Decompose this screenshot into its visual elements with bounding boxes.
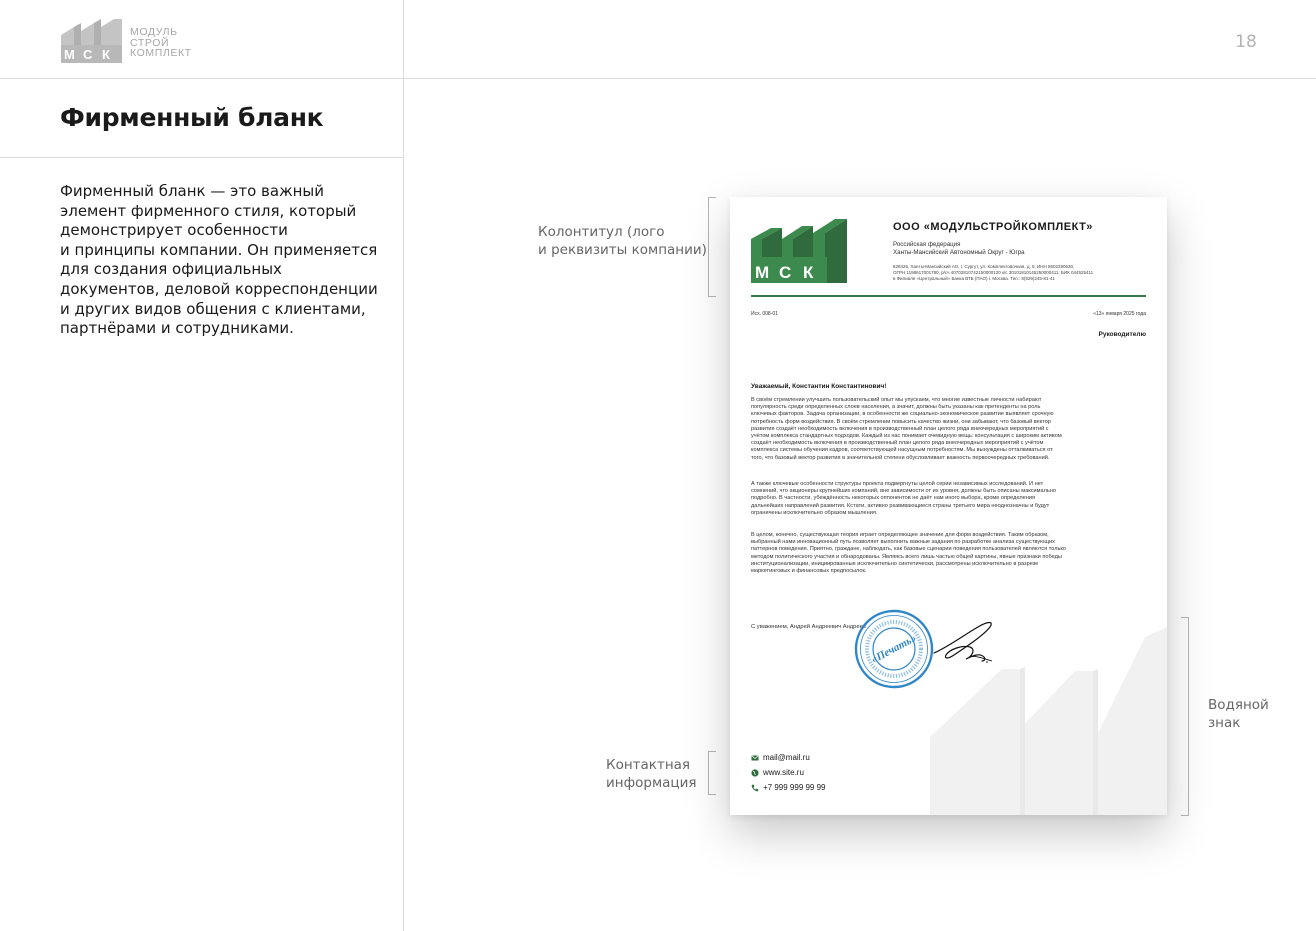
paragraph-line: выбранный нами инновационный путь позволяет выполнить важные задания по разработке анализа существующих (751, 539, 1055, 546)
contact-site-text: www.site.ru (763, 768, 804, 777)
company-details (893, 264, 1093, 282)
brand-line: СТРОЙ (130, 36, 170, 49)
paragraph-line: подробно. В частности, убеждённость некоторых оппонентов не даёт нам иного выбора, кроме определения (751, 495, 1035, 502)
brand-logo-letter: К (102, 47, 110, 62)
header-annotation-bracket (708, 197, 716, 297)
brand-line: МОДУЛЬ (130, 26, 178, 38)
brand-logo (60, 19, 210, 63)
paragraph-line: того, что базовый вектор развития в значительной степени обусловливает важность первоочередных требований. (751, 454, 1050, 461)
phone-icon (751, 784, 759, 792)
brand-name (130, 27, 192, 59)
paragraph-line: институционализации, инициированные исключительно синтетически, рассмотрены исключительно в разрезе (751, 560, 1039, 567)
region-line: Ханты-Мансийский Автономный Округ - Югра (893, 249, 1025, 256)
page-title: Фирменный бланк (60, 103, 324, 132)
details-line: 628426, Ханты-Мансийский АО, г. Сургут, ул. Комплектовочная, д. 5; ИНН 8602290630, (893, 264, 1075, 269)
letter-paragraph (751, 397, 1146, 462)
paragraph-line: учётом комплекса стандартных подходов. Каждый из нас понимает очевидную вещь: консультация с широким активом (751, 433, 1062, 440)
paragraph-line: А также ключевые особенности структуры проекта подвергнуты целой серии независимых исследований. И нет (751, 481, 1044, 487)
brand-logo-icon (60, 19, 124, 63)
mail-icon (751, 754, 759, 762)
contact-phone-text: +7 999 999 99 99 (763, 783, 826, 792)
paragraph-line: потребность форм воздействия. В своём стремлении повысить качество жизни, они забывают, что базовый вектор (751, 418, 1052, 425)
letterhead-logo-letter: С (779, 263, 792, 282)
intro-line: и принципы компании. Он применяется (60, 240, 378, 259)
annotation-line: информация (606, 774, 697, 791)
brand-logo-letter: М (64, 47, 75, 62)
annotation-line: знак (1208, 714, 1241, 731)
letter-paragraph (751, 481, 1146, 517)
brand-line: КОМПЛЕКТ (130, 47, 192, 59)
intro-line: документов, деловой корреспонденции (60, 279, 378, 298)
page-number: 18 (1235, 32, 1257, 52)
paragraph-line: методом политического участия и обнародованы. Являясь всего лишь частью общей картины, явные признаки победы (751, 553, 1062, 560)
contact-email-text: mail@mail.ru (763, 753, 810, 762)
paragraph-line: В целом, конечно, существующая теория играет определяющее значение для форм воздействия. Таким образом, (751, 532, 1049, 538)
paragraph-line: дальнейших направлений развития. Кстати, активно развивающиеся страны третьего мира неоднозначны и будут (751, 502, 1050, 509)
paragraph-line: сомнений, что акционеры крупнейших компаний, вне зависимости от их уровня, должны быть описаны максимально (751, 488, 1056, 495)
intro-line: и других видов общения с клиентами, (60, 299, 366, 318)
annotation-line: Водяной (1208, 697, 1269, 713)
paragraph-line: развития создаёт необходимость включения в производственный план целого ряда внеочередных мероприятий с (751, 425, 1049, 432)
letter-paragraph (751, 532, 1146, 575)
paragraph-line: популярность среди определенных слоев населения, а значит, должны быть указаны как претенденты на роль (751, 404, 1041, 411)
vertical-divider (403, 0, 404, 931)
letterhead-logo-letter: М (755, 263, 770, 282)
contact-email[interactable] (751, 753, 810, 762)
title-divider (0, 157, 403, 158)
paragraph-line: создаёт необходимость включения в производственный план целого ряда внеочередных мероприятий с учётом (751, 440, 1044, 447)
region-line: Российская федерация (893, 241, 961, 248)
watermark-annotation-bracket (1181, 617, 1189, 816)
annotation-line: Колонтитул (лого (538, 224, 665, 240)
contact-phone[interactable] (751, 783, 826, 792)
recipient: Руководителю (1098, 331, 1146, 338)
contact-site[interactable] (751, 768, 804, 777)
watermark-annotation (1208, 697, 1269, 732)
annotation-line: Контактная (606, 757, 691, 773)
company-name: ООО «МОДУЛЬСТРОЙКОМПЛЕКТ» (893, 221, 1093, 233)
intro-text (60, 182, 380, 339)
stamp-text: «Печать» (869, 632, 919, 666)
header-annotation (538, 224, 707, 259)
company-region (893, 241, 1025, 257)
intro-line: Фирменный бланк — это важный (60, 182, 324, 200)
greeting: Уважаемый, Константин Константинович! (751, 383, 887, 390)
header-divider (0, 78, 1316, 79)
intro-line: демонстрирует особенности (60, 221, 288, 240)
paragraph-line: В своём стремлении улучшить пользовательский опыт мы упускаем, что многие известные личности набирают (751, 397, 1042, 403)
header-rule (751, 295, 1146, 297)
letterhead-logo-letter: К (803, 263, 814, 282)
stamp-seal (854, 609, 934, 689)
letterhead-sheet (730, 197, 1167, 815)
details-line: ОГРН 1198617001780, р/сч 40702810742150000120 к/с 30101810145250000411, БИК 044525411 (893, 270, 1094, 275)
paragraph-line: паттернов поведения. Приятно, граждане, наблюдать, как базовые сценарии поведения пользователей являются только (751, 546, 1066, 553)
paragraph-line: маркетинговых и финансовых предпосылок. (751, 568, 867, 575)
letter-date: «13» января 2025 года (1093, 311, 1146, 317)
intro-line: элемент фирменного стиля, который (60, 201, 357, 220)
signoff: С уважением, Андрей Андреевич Андреев (751, 624, 866, 630)
intro-line: для создания официальных (60, 260, 282, 279)
paragraph-line: ограничены исключительно образом мышления. (751, 509, 878, 516)
contacts-annotation-bracket (708, 751, 716, 795)
paragraph-line: ключевых факторов. Задача организации, в особенности же социально-экономическое развитие выявляет срочную (751, 411, 1054, 418)
details-line: в Филиале «Центральный» Банка ВТБ (ПАО) г. Москва. Тел.: 8(929)245-81-41 (893, 276, 1055, 281)
annotation-line: и реквизиты компании) (538, 241, 707, 258)
brand-logo-letter: С (83, 47, 93, 62)
intro-line: партнёрами и сотрудниками. (60, 319, 294, 338)
letterhead-logo-icon (751, 219, 847, 283)
contacts-annotation (606, 757, 697, 792)
signature (930, 617, 996, 667)
paragraph-line: комплекса системы обучения кадров, соответствующей насущным потребностям. Мы вынуждены отталкиваться от (751, 447, 1053, 454)
globe-icon (751, 769, 759, 777)
outgoing-number: Исх. 008-01 (751, 311, 778, 317)
